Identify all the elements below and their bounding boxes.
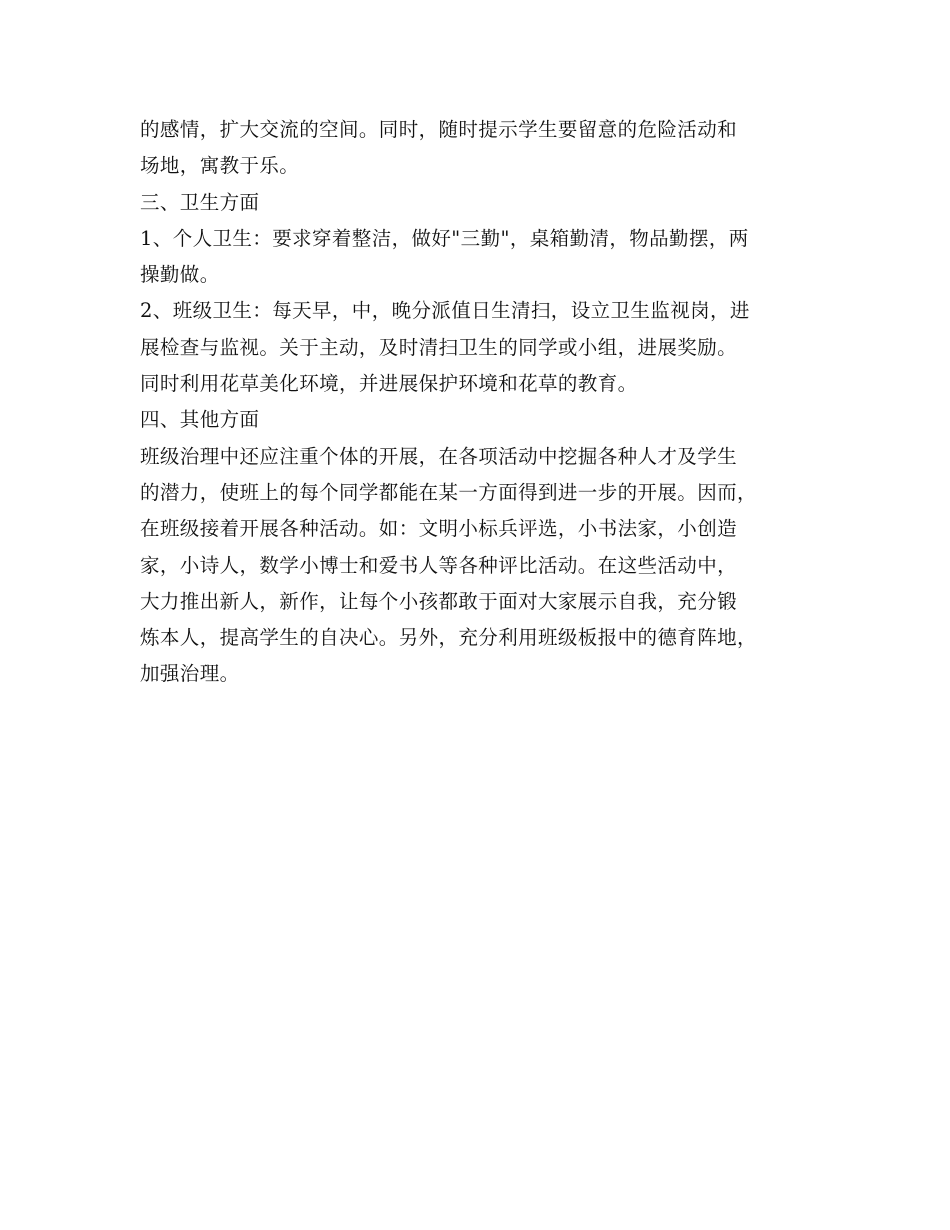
text-line: 展检查与监视。关于主动，及时清扫卫生的同学或小组，进展奖励。 <box>140 335 738 359</box>
text-line: 的感情，扩大交流的空间。同时，随时提示学生要留意的危险活动和 <box>140 118 738 141</box>
document-body <box>140 112 840 693</box>
text-line: 在班级接着开展各种活动。如：文明小标兵评选，小书法家，小创造 <box>140 517 738 541</box>
text-line: 场地，寓教于乐。 <box>140 154 300 178</box>
text-line: 班级治理中还应注重个体的开展，在各项活动中挖掘各种人才及学生 <box>140 444 738 468</box>
text-line: 加强治理。 <box>140 662 240 686</box>
section-heading-hygiene: 三、卫生方面 <box>140 190 260 214</box>
text-line: 2、班级卫生：每天早，中，晚分派值日生清扫，设立卫生监视岗，进 <box>140 299 750 323</box>
text-line: 的潜力，使班上的每个同学都能在某一方面得到进一步的开展。因而， <box>140 480 757 504</box>
text-line: 操勤做。 <box>140 263 220 287</box>
text-line: 炼本人，提高学生的自决心。另外，充分利用班级板报中的德育阵地， <box>140 626 757 650</box>
text-line: 1、个人卫生：要求穿着整洁，做好"三勤"，桌箱勤清，物品勤摆，两 <box>140 226 749 250</box>
text-line: 大力推出新人，新作，让每个小孩都敢于面对大家展示自我，充分锻 <box>140 589 738 613</box>
text-line: 家，小诗人，数学小博士和爱书人等各种评比活动。在这些活动中， <box>140 553 738 577</box>
section-heading-other: 四、其他方面 <box>140 408 260 432</box>
text-line: 同时利用花草美化环境，并进展保护环境和花草的教育。 <box>140 372 638 396</box>
